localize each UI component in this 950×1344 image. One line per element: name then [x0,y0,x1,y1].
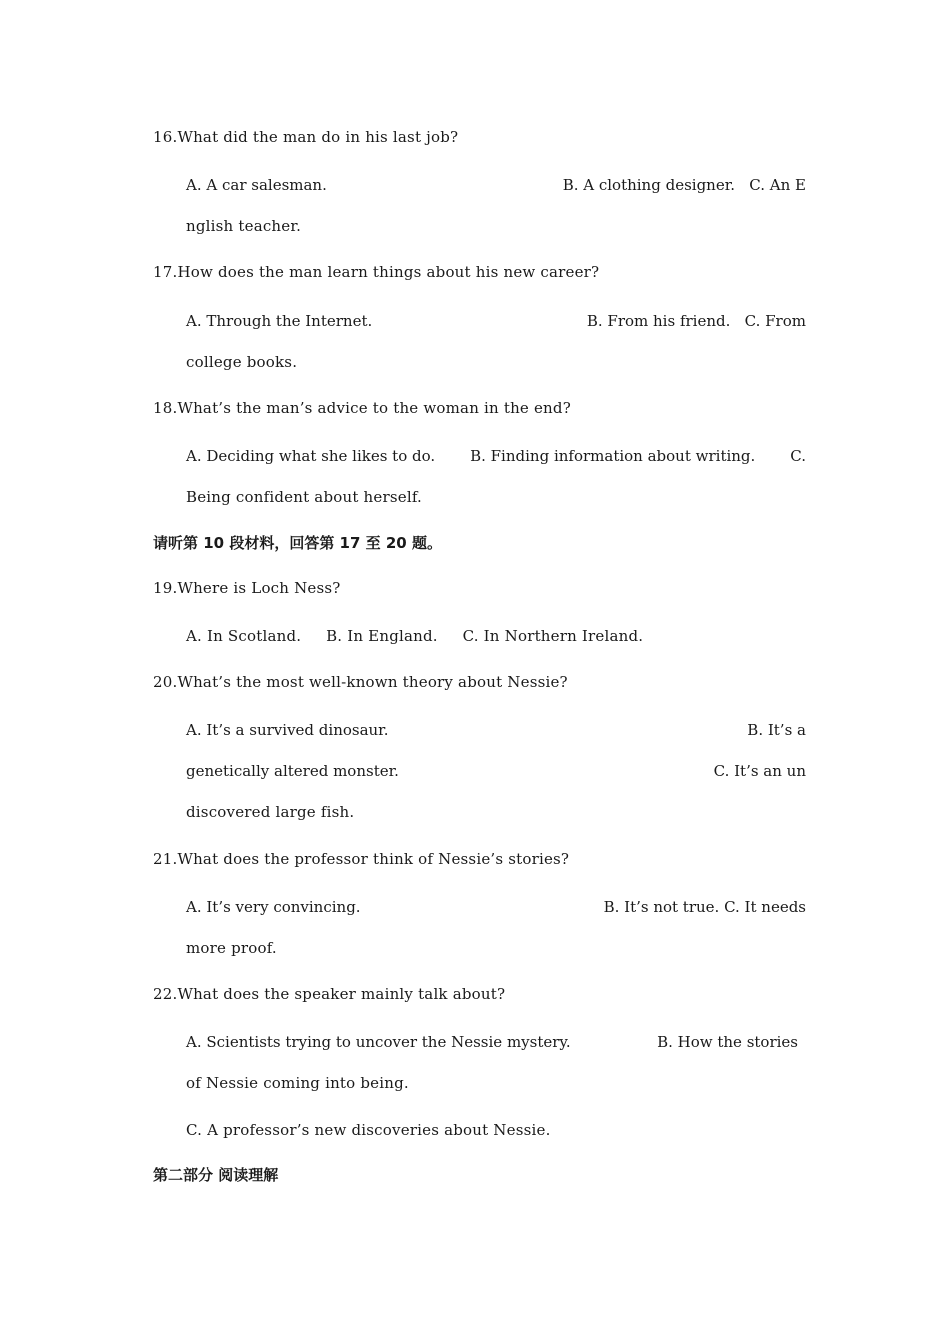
option-text: A. Through the Internet. [186,312,373,330]
question-22-options-line-3: C. A professor’s new discoveries about Nessie. [186,1121,551,1139]
option-text: B. From his friend. C. From [586,312,806,330]
question-19-options-line-1: A. In Scotland. B. In England. C. In Northern Ireland. [186,627,644,645]
question-22-options-line-1 [186,1032,798,1052]
question-21-options-line-1 [186,897,806,917]
question-22-options-line-2: of Nessie coming into being. [186,1074,409,1092]
question-16-stem: 16.What did the man do in his last job? [153,128,459,146]
question-17-options-line-2: college books. [186,353,298,371]
question-16-options-line-2: nglish teacher. [186,217,302,235]
option-text: C. It’s an un [713,762,806,780]
question-16-options-line-1 [186,175,806,195]
option-text: C. [790,447,806,465]
option-text: B. It’s a [747,721,806,739]
question-20-options-line-2 [186,761,806,781]
question-20-options-line-3: discovered large fish. [186,803,355,821]
option-text: A. Scientists trying to uncover the Nessie mystery. [186,1033,571,1051]
question-18-options-line-1 [186,446,806,466]
question-18-options-line-2: Being confident about herself. [186,488,423,506]
option-text: genetically altered monster. [186,762,399,780]
question-20-stem: 20.What’s the most well-known theory about Nessie? [153,673,568,691]
part-two-heading: 第二部分 阅读理解 [153,1166,279,1184]
option-text: A. A car salesman. [186,176,327,194]
question-20-options-line-1 [186,720,806,740]
option-text: A. Deciding what she likes to do. [186,447,436,465]
question-19-stem: 19.Where is Loch Ness? [153,579,341,597]
question-17-options-line-1 [186,311,806,331]
question-21-options-line-2: more proof. [186,939,277,957]
question-21-stem: 21.What does the professor think of Nessie’s stories? [153,850,570,868]
question-22-stem: 22.What does the speaker mainly talk about? [153,985,506,1003]
option-text: B. Finding information about writing. [470,447,756,465]
question-17-stem: 17.How does the man learn things about his new career? [153,263,600,281]
option-text: A. It’s a survived dinosaur. [186,721,389,739]
option-text: A. It’s very convincing. [186,898,361,916]
section-heading: 请听第 10 段材料，回答第 17 至 20 题。 [153,534,442,552]
option-text: B. It’s not true. C. It needs [603,898,806,916]
question-18-stem: 18.What’s the man’s advice to the woman in the end? [153,399,571,417]
option-text: B. A clothing designer. C. An E [562,176,806,194]
option-text: B. How the stories [657,1033,798,1051]
